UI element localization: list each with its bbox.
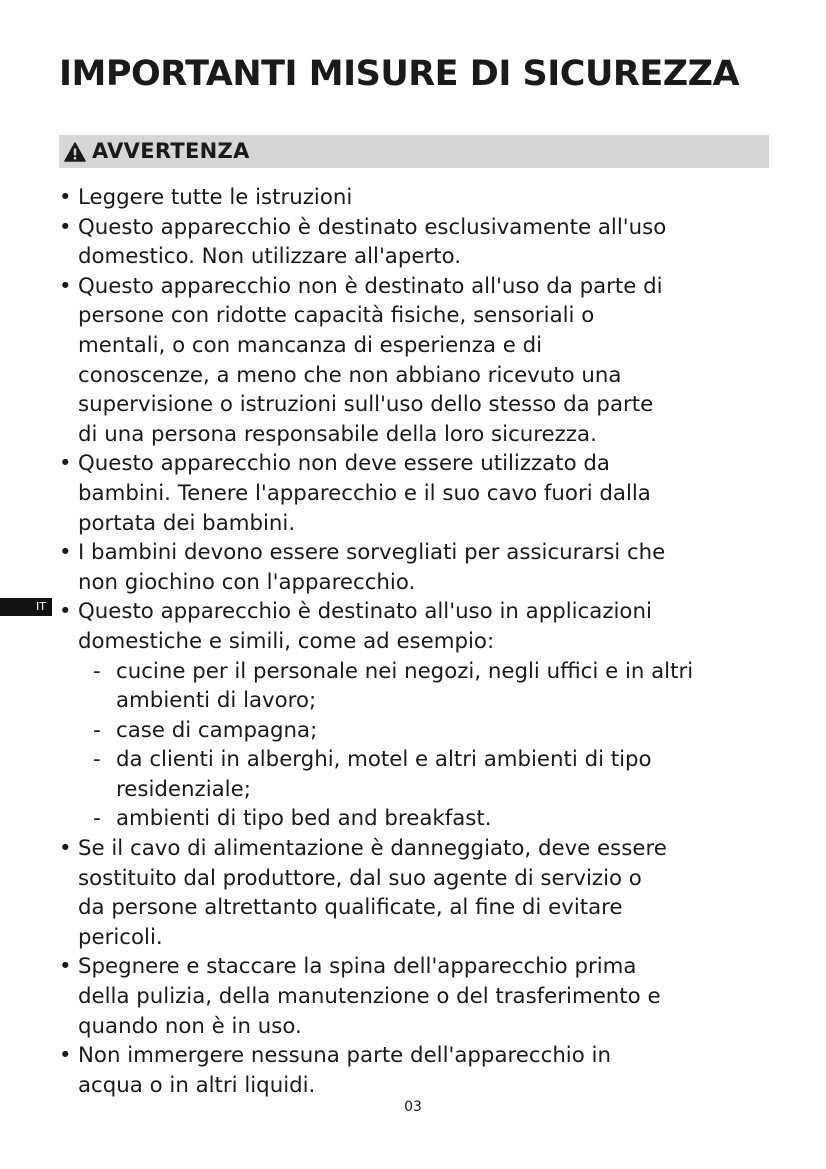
page-number: 03: [404, 1099, 422, 1115]
sub-item-text-line: case di campagna;: [116, 717, 318, 743]
sub-item-text-line: residenziale;: [116, 776, 251, 802]
sub-item: [93, 745, 779, 804]
bullet-marker: •: [59, 599, 72, 625]
sub-item-marker: -: [93, 806, 101, 832]
bullet-text-line: da persone altrettanto qualificate, al fine di evitare: [78, 895, 623, 921]
bullet-item: [59, 449, 779, 538]
bullet-text-line: I bambini devono essere sorvegliati per assicurarsi che: [78, 540, 666, 566]
sub-item: [93, 804, 779, 834]
bullet-text-line: bambini. Tenere l'apparecchio e il suo cavo fuori dalla: [78, 480, 651, 506]
bullet-text-line: non giochino con l'apparecchio.: [78, 569, 416, 595]
bullet-marker: •: [59, 451, 72, 477]
bullet-text-line: Se il cavo di alimentazione è danneggiato, deve essere: [78, 836, 667, 862]
bullet-marker: •: [59, 954, 72, 980]
sub-item-text-line: da clienti in alberghi, motel e altri ambienti di tipo: [116, 747, 652, 773]
sub-item-text-line: ambienti di tipo bed and breakfast.: [116, 806, 492, 832]
bullet-marker: •: [59, 540, 72, 566]
bullet-item: [59, 1041, 779, 1100]
bullet-item: [59, 272, 779, 450]
bullet-text-line: di una persona responsabile della loro sicurezza.: [78, 421, 597, 447]
bullet-text-line: Questo apparecchio è destinato all'uso in applicazioni: [78, 599, 652, 625]
bullet-marker: •: [59, 273, 72, 299]
bullet-text-line: Questo apparecchio non deve essere utilizzato da: [78, 451, 610, 477]
bullet-item: [59, 597, 779, 834]
sub-item: [93, 657, 779, 716]
bullet-marker: •: [59, 1043, 72, 1069]
bullet-marker: •: [59, 214, 72, 240]
bullet-text-line: Leggere tutte le istruzioni: [78, 185, 353, 210]
bullet-text-line: mentali, o con mancanza di esperienza e di: [78, 332, 543, 358]
sub-item: [93, 716, 779, 746]
bullet-text-line: della pulizia, della manutenzione o del trasferimento e: [78, 984, 661, 1010]
bullet-text-line: Non immergere nessuna parte dell'apparecchio in: [78, 1043, 611, 1069]
bullet-item: [59, 834, 779, 952]
sub-item-marker: -: [93, 717, 101, 743]
warning-triangle-icon: [64, 142, 86, 162]
bullet-text-line: pericoli.: [78, 924, 163, 950]
bullet-text-line: quando non è in uso.: [78, 1013, 302, 1039]
bullet-text-line: sostituito dal produttore, dal suo agente di servizio o: [78, 865, 642, 891]
safety-instructions: [59, 183, 779, 1100]
bullet-marker: •: [59, 185, 72, 210]
bullet-text-line: Questo apparecchio è destinato esclusivamente all'uso: [78, 214, 667, 240]
language-tab: IT: [0, 598, 52, 616]
bullet-text-line: domestico. Non utilizzare all'aperto.: [78, 244, 462, 270]
page-title: IMPORTANTI MISURE DI SICUREZZA: [59, 54, 740, 94]
bullet-text-line: Questo apparecchio non è destinato all'uso da parte di: [78, 273, 663, 299]
bullet-list: [59, 183, 779, 1100]
bullet-item: [59, 538, 779, 597]
sub-item-marker: -: [93, 658, 101, 684]
bullet-text-line: domestiche e simili, come ad esempio:: [78, 628, 495, 654]
bullet-text-line: supervisione o istruzioni sull'uso dello stesso da parte: [78, 392, 654, 418]
bullet-item: [59, 183, 779, 213]
bullet-item: [59, 213, 779, 272]
bullet-text-line: portata dei bambini.: [78, 510, 296, 536]
sub-item-text-line: ambienti di lavoro;: [116, 688, 317, 714]
sub-item-marker: -: [93, 747, 101, 773]
bullet-marker: •: [59, 836, 72, 862]
bullet-text-line: Spegnere e staccare la spina dell'apparecchio prima: [78, 954, 637, 980]
warning-label: AVVERTENZA: [92, 139, 250, 163]
bullet-text-line: conoscenze, a meno che non abbiano ricevuto una: [78, 362, 622, 388]
bullet-text-line: acqua o in altri liquidi.: [78, 1072, 316, 1098]
warning-header: [59, 135, 769, 168]
sub-item-text-line: cucine per il personale nei negozi, negli uffici e in altri: [116, 658, 694, 684]
bullet-text-line: persone con ridotte capacità fisiche, sensoriali o: [78, 303, 595, 329]
bullet-item: [59, 952, 779, 1041]
